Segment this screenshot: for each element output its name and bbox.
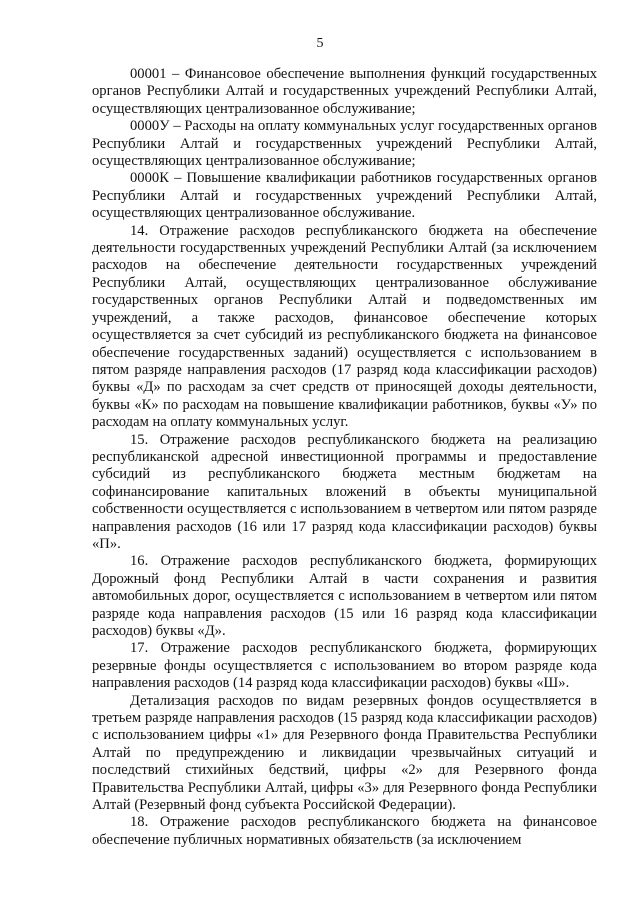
paragraph-item-15: 15. Отражение расходов республиканского бюджета на реализацию республиканской адресной инвестиционной программы и предоставление субсидий из республиканского бюджета местным бюджетам на софинансирование капитальных вложений в объекты муниципальной собственности осуществляется с использованием в четвертом или пятом разряде направления расходов (16 или 17 разряд кода классификации расходов) буквы «П». xyxy=(92,431,597,552)
paragraph-item-16: 16. Отражение расходов республиканского бюджета, формирующих Дорожный фонд Республики Алтай в части сохранения и развития автомобильных дорог, осуществляется с использованием в четвертом или пятом разряде кода направления расходов (15 или 16 разряд кода классификации расходов) буквы «Д». xyxy=(92,553,597,639)
document-body xyxy=(92,66,597,849)
paragraph-item-17: 17. Отражение расходов республиканского бюджета, формирующих резервные фонды осуществляется с использованием во втором разряде кода направления расходов (14 разряд кода классификации расходов) буквы «Ш». xyxy=(92,640,597,692)
paragraph-item-18: 18. Отражение расходов республиканского бюджета на финансовое обеспечение публичных нормативных обязательств (за исключением xyxy=(92,814,597,848)
paragraph-code-00001: 00001 – Финансовое обеспечение выполнения функций государственных органов Республики Алтай и государственных учреждений Республики Алтай, осуществляющих централизованное обслуживание; xyxy=(92,66,597,117)
paragraph-item-14: 14. Отражение расходов республиканского бюджета на обеспечение деятельности государственных учреждений Республики Алтай (за исключением расходов на обеспечение деятельности государственных учреждений Республики Алтай, осуществляющих централизованное обслуживание государственных органов Республики Алтай и подведомственных им учреждений, а также расходов, финансовое обеспечение которых осуществляется за счет субсидий из республиканского бюджета на финансовое обеспечение государственных заданий) осуществляется с использованием в пятом разряде направления расходов (17 разряд кода классификации расходов) буквы «Д» по расходам за счет средств от приносящей доходы деятельности, буквы «К» по расходам на повышение квалификации работников, буквы «У» по расходам на оплату коммунальных услуг. xyxy=(92,222,597,431)
paragraph-code-0000u: 0000У – Расходы на оплату коммунальных услуг государственных органов Республики Алтай и государственных учреждений Республики Алтай, осуществляющих централизованное обслуживание; xyxy=(92,118,597,170)
page-number: 5 xyxy=(316,36,324,51)
paragraph-reserve-funds-detail: Детализация расходов по видам резервных фондов осуществляется в третьем разряде направления расходов (15 разряд кода классификации расходов) с использованием цифры «1» для Резервного фонда Правительства Республики Алтай по предупреждению и ликвидации чрезвычайных ситуаций и последствий стихийных бедствий, цифры «2» для Резервного фонда Правительства Республики Алтай, цифры «3» для Резервного фонда Республики Алтай (Резервный фонд субъекта Российской Федерации). xyxy=(92,692,597,814)
paragraph-code-0000k: 0000К – Повышение квалификации работников государственных органов Республики Алтай и государственных учреждений Республики Алтай, осуществляющих централизованное обслуживание. xyxy=(92,170,597,222)
